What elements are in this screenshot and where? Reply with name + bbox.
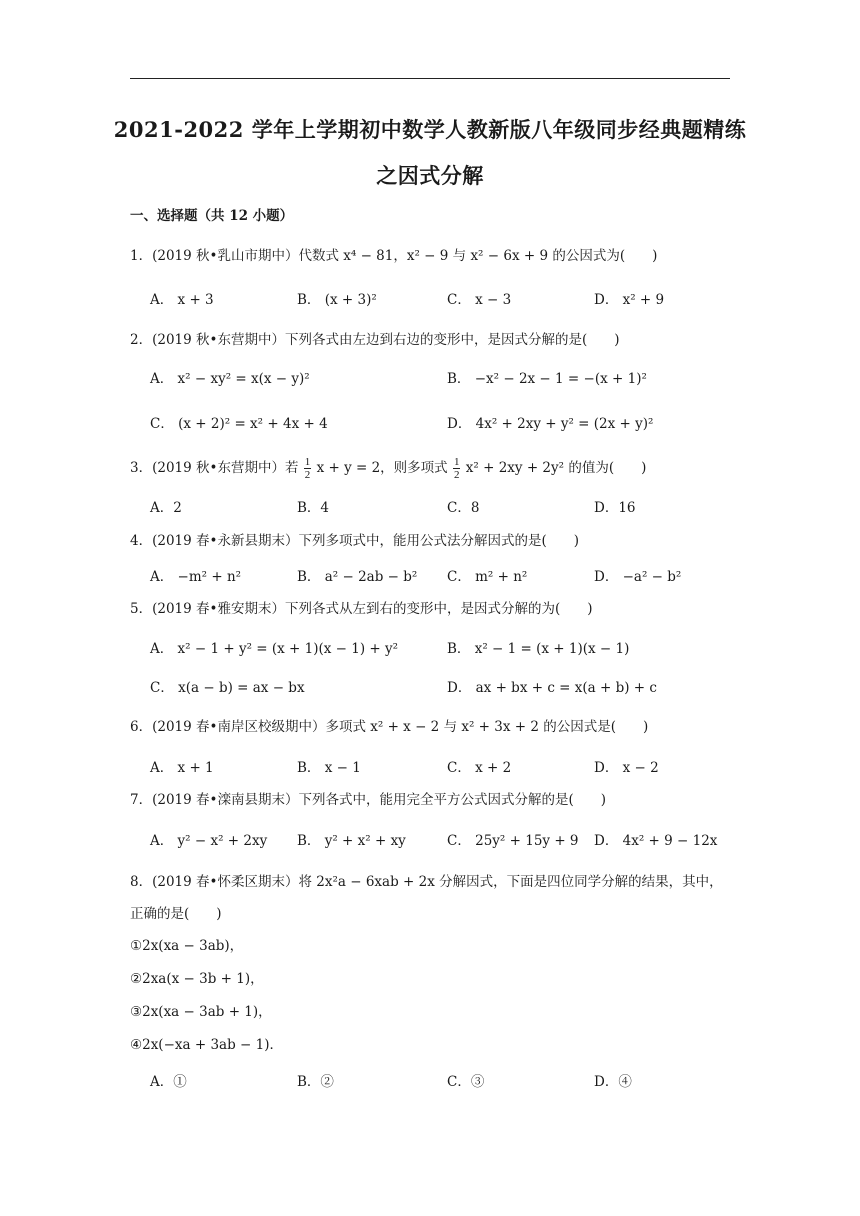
question-8-option-b[interactable]: B．② xyxy=(297,1074,334,1090)
question-7-option-d[interactable]: D． 4x² + 9 − 12x xyxy=(594,833,718,849)
question-4-stem: 4．(2019 春•永新县期末）下列多项式中，能用公式法分解因式的是( ) xyxy=(130,533,579,549)
section-heading: 一、选择题（共 12 小题） xyxy=(130,208,294,224)
question-8-item-3: ③2x(xa − 3ab + 1)， xyxy=(130,1004,272,1020)
question-6-stem: 6．(2019 春•南岸区校级期中）多项式 x² + x − 2 与 x² + 3x + 2 的公因式是( ) xyxy=(130,719,649,735)
question-5-option-b[interactable]: B． x² − 1 = (x + 1)(x − 1) xyxy=(447,641,630,657)
question-2-option-d[interactable]: D． 4x² + 2xy + y² = (2x + y)² xyxy=(447,416,654,432)
page-subtitle: 之因式分解 xyxy=(376,163,484,188)
question-1-option-c[interactable]: C． x − 3 xyxy=(447,292,512,308)
question-6-option-d[interactable]: D． x − 2 xyxy=(594,760,659,776)
question-4-option-a[interactable]: A． −m² + n² xyxy=(150,569,242,585)
question-8-option-a[interactable]: A．① xyxy=(150,1074,187,1090)
question-3-option-a[interactable]: A．2 xyxy=(150,500,182,516)
question-7-stem: 7．(2019 春•滦南县期末）下列各式中，能用完全平方公式因式分解的是( ) xyxy=(130,792,606,808)
question-7-option-c[interactable]: C． 25y² + 15y + 9 xyxy=(447,833,579,849)
question-5-option-c[interactable]: C． x(a − b) = ax − bx xyxy=(150,680,305,696)
question-3-fraction-1: $\frac{1}{2}$ xyxy=(304,456,311,481)
question-3-option-c[interactable]: C．8 xyxy=(447,500,480,516)
question-6-option-b[interactable]: B． x − 1 xyxy=(297,760,361,776)
question-8-item-4: ④2x(−xa + 3ab − 1)． xyxy=(130,1037,283,1053)
question-3-stem-middle: x + y = 2，则多项式 xyxy=(316,460,448,476)
question-6-option-c[interactable]: C． x + 2 xyxy=(447,760,512,776)
question-5-option-a[interactable]: A． x² − 1 + y² = (x + 1)(x − 1) + y² xyxy=(150,641,399,657)
question-6-option-a[interactable]: A． x + 1 xyxy=(150,760,214,776)
question-7-option-a[interactable]: A． y² − x² + 2xy xyxy=(150,833,268,849)
question-8-option-c[interactable]: C．③ xyxy=(447,1074,485,1090)
question-8-item-2: ②2xa(x − 3b + 1)， xyxy=(130,971,264,987)
question-3-stem xyxy=(130,456,646,481)
question-5-stem: 5．(2019 春•雅安期末）下列各式从左到右的变形中，是因式分解的为( ) xyxy=(130,601,593,617)
question-5-option-d[interactable]: D． ax + bx + c = x(a + b) + c xyxy=(447,680,657,696)
question-8-stem: 8．(2019 春•怀柔区期末）将 2x²a − 6xab + 2x 分解因式，下面是四位同学分解的结果，其中， xyxy=(130,874,723,890)
question-2-option-a[interactable]: A． x² − xy² = x(x − y)² xyxy=(150,371,310,387)
question-2-option-b[interactable]: B． −x² − 2x − 1 = −(x + 1)² xyxy=(447,371,647,387)
question-3-fraction-2: $\frac{1}{2}$ xyxy=(453,456,460,481)
question-8-item-1: ①2x(xa − 3ab)， xyxy=(130,938,244,954)
question-2-stem: 2．(2019 秋•东营期中）下列各式由左边到右边的变形中，是因式分解的是( ) xyxy=(130,332,620,348)
question-7-option-b[interactable]: B． y² + x² + xy xyxy=(297,833,406,849)
question-1-stem: 1．(2019 秋•乳山市期中）代数式 x⁴ − 81，x² − 9 与 x² − 6x + 9 的公因式为( ) xyxy=(130,248,658,264)
question-3-option-b[interactable]: B．4 xyxy=(297,500,330,516)
question-4-option-c[interactable]: C． m² + n² xyxy=(447,569,528,585)
page-title: 2021-2022 学年上学期初中数学人教新版八年级同步经典题精练 xyxy=(113,117,747,142)
question-2-option-c[interactable]: C． (x + 2)² = x² + 4x + 4 xyxy=(150,416,328,432)
question-3-option-d[interactable]: D．16 xyxy=(594,500,636,516)
question-8-stem-continued: 正确的是( ) xyxy=(130,906,222,922)
header-rule xyxy=(130,78,730,79)
question-4-option-d[interactable]: D． −a² − b² xyxy=(594,569,682,585)
question-8-option-d[interactable]: D．④ xyxy=(594,1074,632,1090)
question-1-option-b[interactable]: B． (x + 3)² xyxy=(297,292,377,308)
question-1-option-a[interactable]: A． x + 3 xyxy=(150,292,214,308)
question-1-option-d[interactable]: D． x² + 9 xyxy=(594,292,665,308)
question-3-stem-end: x² + 2xy + 2y² 的值为( ) xyxy=(465,460,647,476)
question-4-option-b[interactable]: B． a² − 2ab − b² xyxy=(297,569,418,585)
question-3-stem-start: 3．(2019 秋•东营期中）若 xyxy=(130,460,299,476)
